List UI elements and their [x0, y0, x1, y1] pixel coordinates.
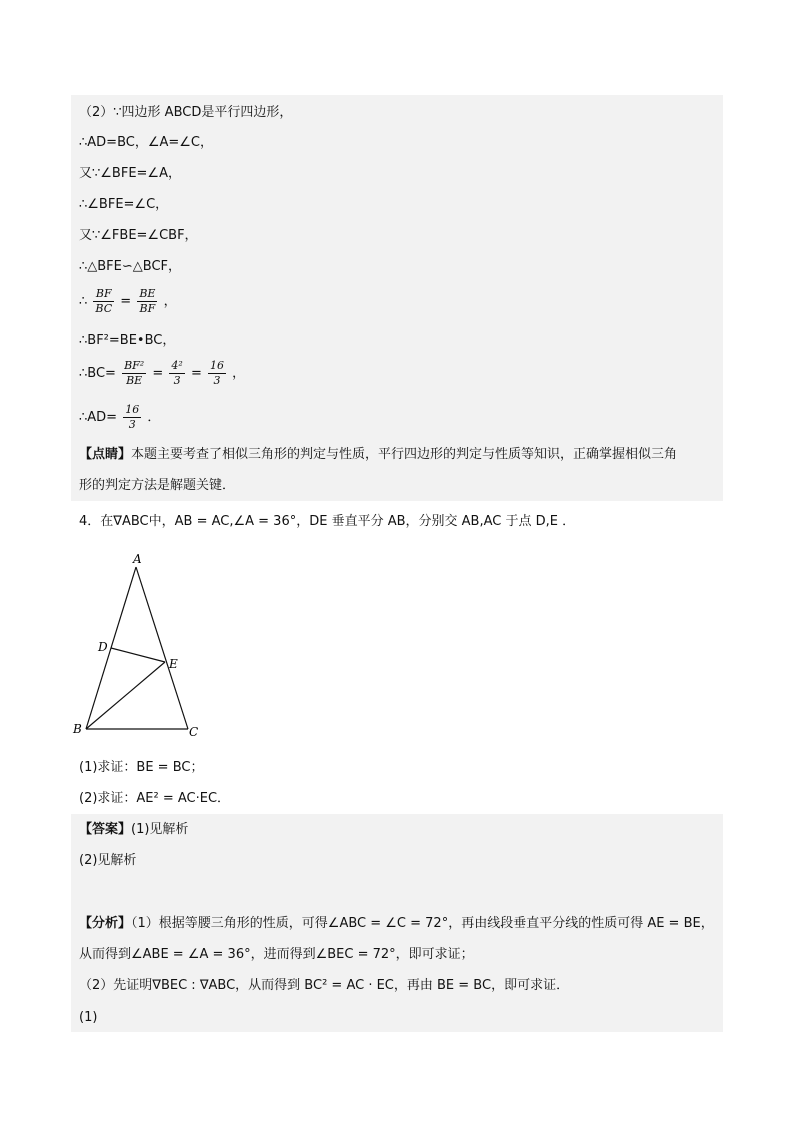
l9-eq2: = — [190, 366, 202, 381]
l10-f-num: 16 — [125, 403, 140, 416]
analysis-line-2: 从而得到∠ABE = ∠A = 36°，进而得到∠BEC = 72°，即可求证； — [79, 947, 474, 962]
solution-line-1: （2）∵四边形 ABCD是平行四边形， — [79, 105, 293, 120]
analysis-text-1: （1）根据等腰三角形的性质，可得∠ABC = ∠C = 72°，再由线段垂直平分线的性质可得 AE = BE， — [131, 916, 714, 931]
solution-line-8: ∴BF²=BE•BC， — [79, 333, 176, 348]
question-2: (2)求证：AE² = AC·EC． — [79, 791, 231, 806]
fraction-bf2-be — [122, 359, 146, 388]
l7-eq: = — [120, 294, 132, 309]
l9-f1-den: BE — [122, 373, 146, 388]
l7-f2-den: BF — [137, 301, 157, 316]
l7-f2-num: BE — [139, 287, 156, 300]
segment-be — [86, 662, 165, 729]
comment-label: 【点睛】 — [79, 447, 132, 462]
fraction-16-3 — [208, 359, 226, 388]
label-b: B — [73, 722, 82, 736]
l7-suffix: ， — [163, 294, 177, 309]
answer-block — [71, 814, 723, 1032]
fraction-4sq-3 — [169, 359, 184, 388]
solution-line-6: ∴△BFE∽△BCF， — [79, 259, 182, 274]
l9-f3-den: 3 — [208, 373, 226, 388]
l9-prefix: ∴BC= — [79, 366, 116, 381]
l10-f-den: 3 — [123, 417, 141, 432]
answer-label: 【答案】 — [79, 822, 132, 837]
answer-line-1 — [79, 820, 188, 840]
answer-1: (1)见解析 — [131, 822, 189, 837]
analysis-line-4: (1) — [79, 1010, 98, 1025]
analysis-label: 【分析】 — [79, 916, 132, 931]
question-1: (1)求证：BE = BC； — [79, 760, 204, 775]
label-c: C — [189, 725, 199, 739]
label-e: E — [169, 657, 178, 671]
fraction-be-bf — [137, 287, 157, 316]
solution-line-3: 又∵∠BFE=∠A， — [79, 166, 181, 181]
comment-line-1 — [79, 445, 677, 465]
analysis-line-3: （2）先证明∇BEC : ∇ABC，从而得到 BC² = AC · EC，再由 BE = BC，即可求证． — [79, 978, 570, 993]
solution-line-2: ∴AD=BC，∠A=∠C， — [79, 135, 214, 150]
fraction-bf-bc — [93, 287, 114, 316]
l7-prefix: ∴ — [79, 294, 88, 309]
l7-f1-num: BF — [95, 287, 112, 300]
l10-prefix: ∴AD= — [79, 410, 118, 425]
problem-4-statement: 4．在∇ABC中，AB = AC,∠A = 36°，DE 垂直平分 AB，分别交 AB,AC 于点 D,E ． — [79, 514, 576, 529]
l9-f1-num: BF² — [124, 359, 145, 372]
label-d: D — [98, 640, 108, 654]
label-a: A — [133, 552, 142, 566]
l10-suffix: ． — [147, 410, 161, 425]
l9-f2-num: 4² — [171, 359, 183, 372]
triangle-figure — [68, 548, 208, 748]
segment-de — [111, 648, 165, 662]
solution-line-9 — [79, 359, 245, 388]
l9-f3-num: 16 — [210, 359, 225, 372]
solution-line-7 — [79, 287, 177, 316]
fraction-ad — [123, 403, 141, 432]
solution-line-5: 又∵∠FBE=∠CBF， — [79, 228, 198, 243]
l9-eq1: = — [152, 366, 164, 381]
solution-block — [71, 95, 723, 501]
solution-line-4: ∴∠BFE=∠C， — [79, 197, 169, 212]
side-ac — [136, 567, 188, 729]
l9-suffix: ， — [232, 366, 246, 381]
answer-2: (2)见解析 — [79, 853, 137, 868]
comment-line-2: 形的判定方法是解题关键． — [79, 478, 236, 493]
solution-line-10 — [79, 403, 160, 432]
l7-f1-den: BC — [95, 302, 113, 315]
l9-f2-den: 3 — [169, 373, 184, 388]
analysis-line-1 — [79, 914, 714, 934]
comment-text-1: 本题主要考查了相似三角形的判定与性质，平行四边形的判定与性质等知识，正确掌握相似三角 — [131, 447, 678, 462]
